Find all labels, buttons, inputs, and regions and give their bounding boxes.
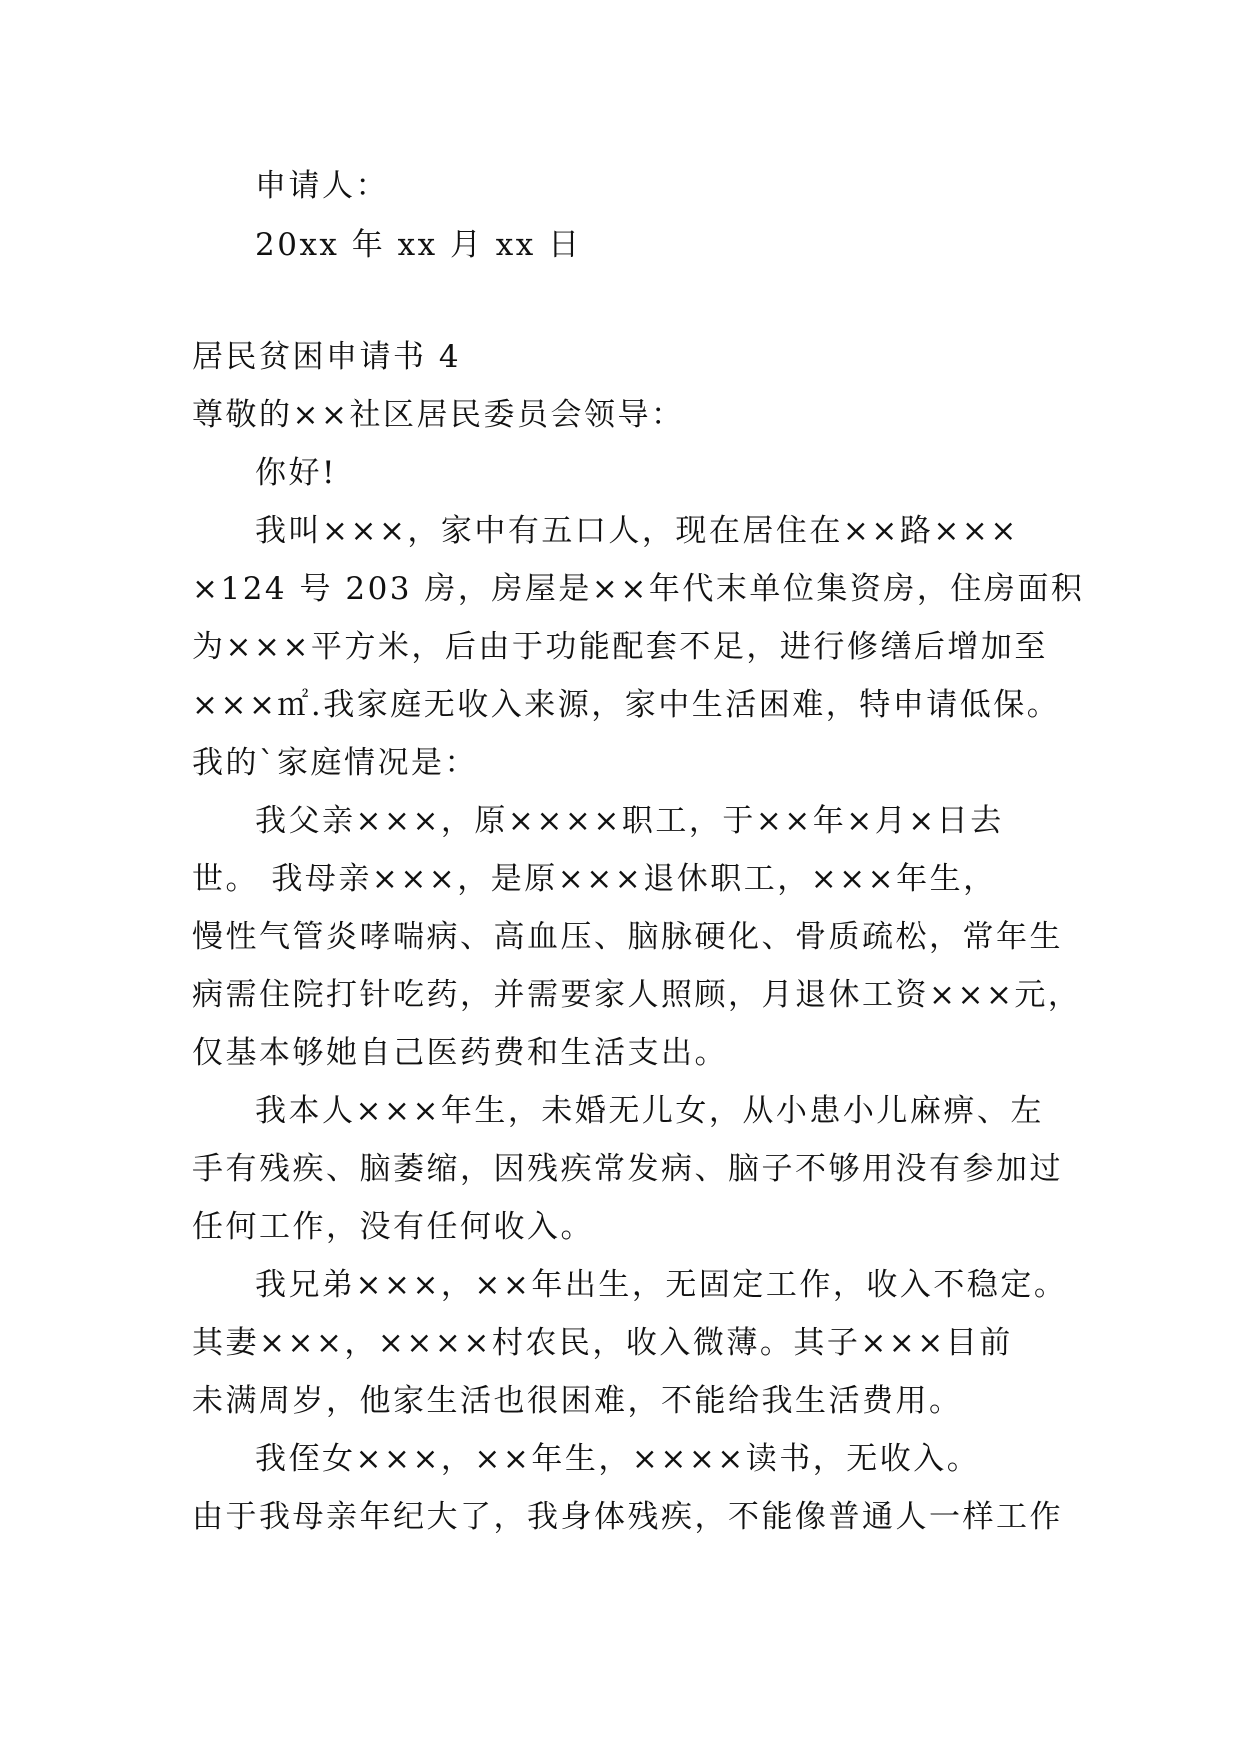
paragraph-line: 为×××平方米，后由于功能配套不足，进行修缮后增加至 <box>192 629 1048 665</box>
paragraph-line: 我兄弟×××，××年出生，无固定工作，收入不稳定。 <box>255 1267 1068 1303</box>
paragraph-line: 我父亲×××，原××××职工，于××年×月×日去 <box>255 803 1004 839</box>
signature-date: 20xx 年 xx 月 xx 日 <box>255 227 582 263</box>
paragraph-line: ×××㎡.我家庭无收入来源，家中生活困难，特申请低保。 <box>192 687 1061 723</box>
paragraph-line: 其妻×××，××××村农民，收入微薄。其子×××目前 <box>192 1325 1013 1361</box>
paragraph-line: 我叫×××，家中有五口人，现在居住在××路××× <box>255 513 1019 549</box>
paragraph-line: ×124 号 203 房，房屋是××年代末单位集资房，住房面积 <box>192 571 1085 607</box>
paragraph-line: 我本人×××年生，未婚无儿女，从小患小儿麻痹、左 <box>255 1093 1044 1129</box>
paragraph-line: 手有残疾、脑萎缩，因残疾常发病、脑子不够用没有参加过 <box>192 1151 1063 1187</box>
paragraph-line: 由于我母亲年纪大了，我身体残疾，不能像普通人一样工作 <box>192 1499 1063 1535</box>
document-title: 居民贫困申请书 4 <box>192 339 462 375</box>
salutation: 尊敬的××社区居民委员会领导： <box>192 397 685 433</box>
paragraph-line: 我的`家庭情况是： <box>192 745 478 781</box>
greeting: 你好! <box>255 455 337 491</box>
paragraph-line: 我侄女×××，××年生，××××读书，无收入。 <box>255 1441 981 1477</box>
applicant-label: 申请人： <box>255 168 389 204</box>
paragraph-line: 未满周岁，他家生活也很困难，不能给我生活费用。 <box>192 1383 963 1419</box>
paragraph-line: 世。 我母亲×××，是原×××退休职工，×××年生， <box>192 861 997 897</box>
paragraph-line: 病需住院打针吃药，并需要家人照顾，月退休工资×××元， <box>192 977 1082 1013</box>
paragraph-line: 慢性气管炎哮喘病、高血压、脑脉硬化、骨质疏松，常年生 <box>192 919 1063 955</box>
paragraph-line: 仅基本够她自己医药费和生活支出。 <box>192 1035 728 1071</box>
paragraph-line: 任何工作，没有任何收入。 <box>192 1209 594 1245</box>
